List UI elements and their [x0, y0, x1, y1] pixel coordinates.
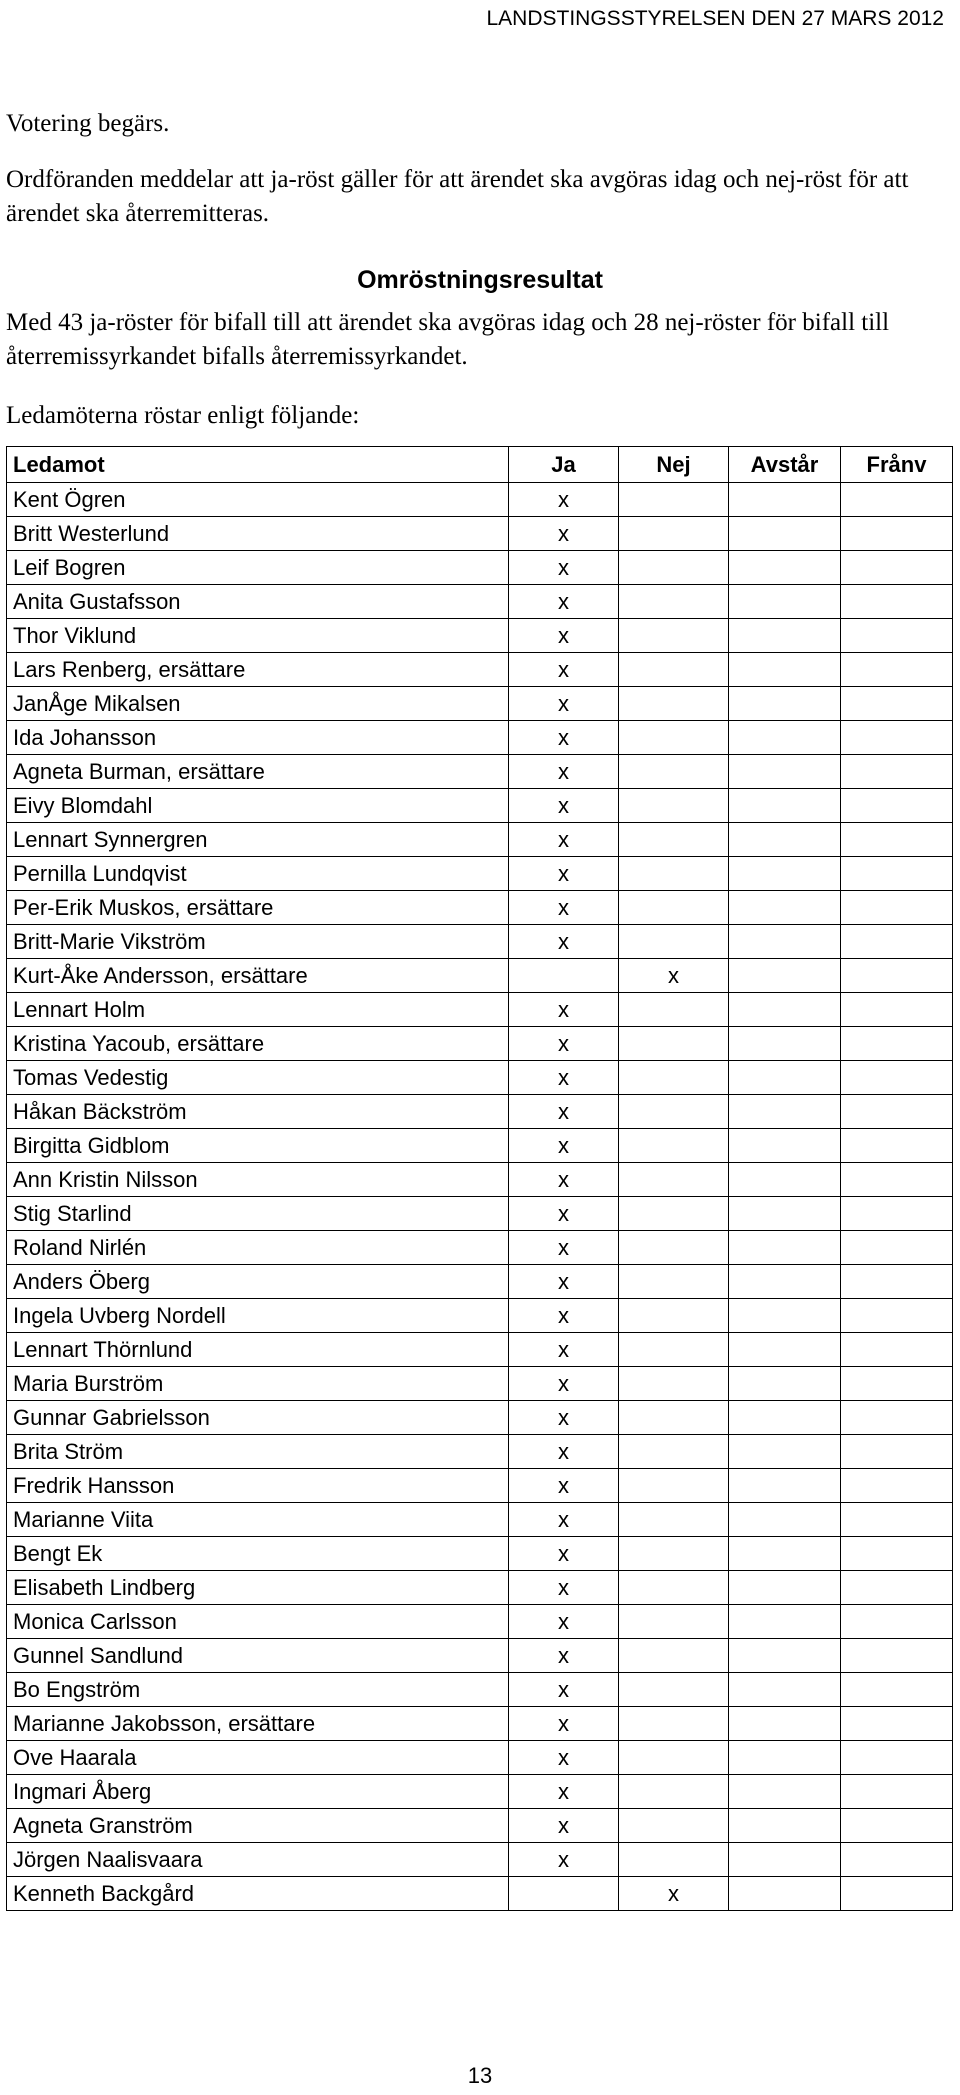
vote-ja-cell: x [509, 1231, 619, 1265]
member-name: Maria Burström [7, 1367, 509, 1401]
vote-nej-cell [619, 993, 729, 1027]
vote-franv-cell [841, 823, 953, 857]
table-row [7, 993, 953, 1027]
vote-nej-cell [619, 857, 729, 891]
table-row [7, 483, 953, 517]
vote-franv-cell [841, 857, 953, 891]
vote-avstar-cell [729, 1061, 841, 1095]
vote-franv-cell [841, 891, 953, 925]
vote-franv-cell [841, 1265, 953, 1299]
vote-avstar-cell [729, 1265, 841, 1299]
vote-avstar-cell [729, 891, 841, 925]
vote-nej-cell [619, 1061, 729, 1095]
vote-avstar-cell [729, 619, 841, 653]
member-name: Anders Öberg [7, 1265, 509, 1299]
vote-ja-cell: x [509, 1163, 619, 1197]
vote-avstar-cell [729, 687, 841, 721]
vote-franv-cell [841, 1707, 953, 1741]
vote-franv-cell [841, 1061, 953, 1095]
vote-avstar-cell [729, 1299, 841, 1333]
table-row [7, 891, 953, 925]
header-ledamot: Ledamot [7, 447, 509, 483]
vote-avstar-cell [729, 1809, 841, 1843]
member-name: Gunnel Sandlund [7, 1639, 509, 1673]
paragraph-ordforanden: Ordföranden meddelar att ja-röst gäller för att ärendet ska avgöras idag och nej-röst för att ärendet ska återremitteras. [6, 166, 909, 227]
vote-nej-cell [619, 517, 729, 551]
vote-ja-cell: x [509, 585, 619, 619]
vote-franv-cell [841, 1299, 953, 1333]
vote-franv-cell [841, 925, 953, 959]
member-name: Ida Johansson [7, 721, 509, 755]
member-name: Lennart Thörnlund [7, 1333, 509, 1367]
vote-ja-cell: x [509, 789, 619, 823]
vote-ja-cell: x [509, 1299, 619, 1333]
table-row [7, 755, 953, 789]
table-row [7, 1843, 953, 1877]
vote-table [6, 446, 953, 1911]
vote-ja-cell: x [509, 1469, 619, 1503]
table-row [7, 1027, 953, 1061]
vote-ja-cell: x [509, 687, 619, 721]
vote-avstar-cell [729, 517, 841, 551]
vote-franv-cell [841, 619, 953, 653]
vote-ja-cell: x [509, 551, 619, 585]
vote-ja-cell: x [509, 1809, 619, 1843]
vote-avstar-cell [729, 1469, 841, 1503]
member-name: Lennart Holm [7, 993, 509, 1027]
vote-avstar-cell [729, 1877, 841, 1911]
member-name: Kristina Yacoub, ersättare [7, 1027, 509, 1061]
vote-nej-cell [619, 687, 729, 721]
vote-nej-cell [619, 1469, 729, 1503]
table-row [7, 619, 953, 653]
vote-nej-cell [619, 1027, 729, 1061]
vote-ja-cell: x [509, 891, 619, 925]
vote-franv-cell [841, 1605, 953, 1639]
vote-ja-cell: x [509, 1333, 619, 1367]
vote-franv-cell [841, 721, 953, 755]
vote-ja-cell: x [509, 1673, 619, 1707]
table-row [7, 959, 953, 993]
table-row [7, 1129, 953, 1163]
vote-nej-cell [619, 551, 729, 585]
table-row [7, 1537, 953, 1571]
vote-avstar-cell [729, 1571, 841, 1605]
vote-franv-cell [841, 789, 953, 823]
vote-franv-cell [841, 483, 953, 517]
vote-nej-cell [619, 1333, 729, 1367]
member-name: Kent Ögren [7, 483, 509, 517]
header-ja: Ja [509, 447, 619, 483]
member-name: Ingela Uvberg Nordell [7, 1299, 509, 1333]
table-row [7, 1231, 953, 1265]
page-header: LANDSTINGSSTYRELSEN DEN 27 MARS 2012 [486, 7, 944, 30]
vote-avstar-cell [729, 755, 841, 789]
vote-franv-cell [841, 1877, 953, 1911]
paragraph-votering: Votering begärs. [6, 110, 170, 137]
vote-nej-cell [619, 1673, 729, 1707]
table-row [7, 517, 953, 551]
vote-nej-cell [619, 823, 729, 857]
vote-ja-cell: x [509, 925, 619, 959]
vote-nej-cell [619, 925, 729, 959]
member-name: Anita Gustafsson [7, 585, 509, 619]
table-row [7, 721, 953, 755]
vote-avstar-cell [729, 1367, 841, 1401]
header-franv: Frånv [841, 447, 953, 483]
vote-franv-cell [841, 1401, 953, 1435]
vote-nej-cell [619, 1639, 729, 1673]
vote-avstar-cell [729, 959, 841, 993]
vote-franv-cell [841, 1843, 953, 1877]
vote-franv-cell [841, 1367, 953, 1401]
vote-franv-cell [841, 1537, 953, 1571]
vote-table-header-row [7, 447, 953, 483]
vote-avstar-cell [729, 789, 841, 823]
vote-avstar-cell [729, 925, 841, 959]
vote-nej-cell [619, 1809, 729, 1843]
table-row [7, 1435, 953, 1469]
member-name: Håkan Bäckström [7, 1095, 509, 1129]
vote-avstar-cell [729, 1231, 841, 1265]
vote-franv-cell [841, 1809, 953, 1843]
member-name: Ove Haarala [7, 1741, 509, 1775]
member-name: Gunnar Gabrielsson [7, 1401, 509, 1435]
vote-nej-cell [619, 1401, 729, 1435]
vote-franv-cell [841, 755, 953, 789]
vote-avstar-cell [729, 1095, 841, 1129]
vote-franv-cell [841, 1163, 953, 1197]
table-row [7, 925, 953, 959]
vote-avstar-cell [729, 1027, 841, 1061]
vote-nej-cell: x [619, 959, 729, 993]
vote-avstar-cell [729, 1537, 841, 1571]
table-row [7, 857, 953, 891]
table-row [7, 789, 953, 823]
vote-ja-cell: x [509, 619, 619, 653]
vote-nej-cell [619, 891, 729, 925]
vote-franv-cell [841, 1129, 953, 1163]
vote-nej-cell [619, 1299, 729, 1333]
vote-avstar-cell [729, 483, 841, 517]
member-name: Britt-Marie Vikström [7, 925, 509, 959]
vote-nej-cell [619, 1503, 729, 1537]
vote-franv-cell [841, 1673, 953, 1707]
member-name: Kenneth Backgård [7, 1877, 509, 1911]
vote-avstar-cell [729, 1741, 841, 1775]
vote-ja-cell: x [509, 1129, 619, 1163]
vote-nej-cell [619, 1367, 729, 1401]
vote-ja-cell: x [509, 1707, 619, 1741]
vote-nej-cell [619, 1843, 729, 1877]
header-nej: Nej [619, 447, 729, 483]
table-row [7, 1707, 953, 1741]
vote-avstar-cell [729, 653, 841, 687]
member-name: Pernilla Lundqvist [7, 857, 509, 891]
vote-franv-cell [841, 687, 953, 721]
member-name: Britt Westerlund [7, 517, 509, 551]
vote-ja-cell: x [509, 1197, 619, 1231]
vote-ja-cell: x [509, 1639, 619, 1673]
vote-ja-cell: x [509, 1095, 619, 1129]
vote-avstar-cell [729, 1129, 841, 1163]
table-row [7, 1673, 953, 1707]
vote-avstar-cell [729, 1401, 841, 1435]
table-row [7, 1571, 953, 1605]
paragraph-intro: Ledamöterna röstar enligt följande: [6, 402, 360, 429]
member-name: Lars Renberg, ersättare [7, 653, 509, 687]
vote-avstar-cell [729, 1775, 841, 1809]
vote-franv-cell [841, 1571, 953, 1605]
vote-ja-cell: x [509, 1775, 619, 1809]
table-row [7, 1197, 953, 1231]
vote-avstar-cell [729, 551, 841, 585]
vote-nej-cell [619, 1605, 729, 1639]
vote-nej-cell [619, 1163, 729, 1197]
table-row [7, 1877, 953, 1911]
vote-nej-cell [619, 1265, 729, 1299]
vote-franv-cell [841, 1469, 953, 1503]
vote-ja-cell: x [509, 857, 619, 891]
vote-avstar-cell [729, 1673, 841, 1707]
member-name: Tomas Vedestig [7, 1061, 509, 1095]
page-number: 13 [467, 2063, 493, 2088]
table-row [7, 1061, 953, 1095]
vote-nej-cell [619, 1537, 729, 1571]
vote-franv-cell [841, 517, 953, 551]
table-row [7, 1265, 953, 1299]
table-row [7, 551, 953, 585]
member-name: Ingmari Åberg [7, 1775, 509, 1809]
vote-franv-cell [841, 1503, 953, 1537]
member-name: Bo Engström [7, 1673, 509, 1707]
vote-ja-cell: x [509, 1265, 619, 1299]
vote-ja-cell: x [509, 1061, 619, 1095]
vote-ja-cell: x [509, 993, 619, 1027]
vote-avstar-cell [729, 1435, 841, 1469]
vote-ja-cell [509, 1877, 619, 1911]
vote-nej-cell: x [619, 1877, 729, 1911]
vote-ja-cell: x [509, 483, 619, 517]
section-heading: Omröstningsresultat [357, 266, 603, 294]
vote-ja-cell [509, 959, 619, 993]
vote-franv-cell [841, 1231, 953, 1265]
table-row [7, 1741, 953, 1775]
vote-franv-cell [841, 653, 953, 687]
table-row [7, 653, 953, 687]
member-name: JanÅge Mikalsen [7, 687, 509, 721]
vote-nej-cell [619, 619, 729, 653]
vote-ja-cell: x [509, 1537, 619, 1571]
vote-franv-cell [841, 1095, 953, 1129]
table-row [7, 585, 953, 619]
vote-nej-cell [619, 721, 729, 755]
table-row [7, 1333, 953, 1367]
vote-franv-cell [841, 1639, 953, 1673]
vote-nej-cell [619, 1129, 729, 1163]
member-name: Fredrik Hansson [7, 1469, 509, 1503]
member-name: Agneta Burman, ersättare [7, 755, 509, 789]
member-name: Leif Bogren [7, 551, 509, 585]
table-row [7, 1503, 953, 1537]
vote-avstar-cell [729, 1843, 841, 1877]
vote-nej-cell [619, 1707, 729, 1741]
table-row [7, 1095, 953, 1129]
vote-franv-cell [841, 585, 953, 619]
table-row [7, 1809, 953, 1843]
vote-nej-cell [619, 653, 729, 687]
vote-nej-cell [619, 483, 729, 517]
table-row [7, 1367, 953, 1401]
header-avstar: Avstår [729, 447, 841, 483]
vote-ja-cell: x [509, 1741, 619, 1775]
vote-nej-cell [619, 1741, 729, 1775]
member-name: Marianne Jakobsson, ersättare [7, 1707, 509, 1741]
vote-avstar-cell [729, 1639, 841, 1673]
vote-franv-cell [841, 1027, 953, 1061]
vote-avstar-cell [729, 993, 841, 1027]
table-row [7, 1401, 953, 1435]
member-name: Eivy Blomdahl [7, 789, 509, 823]
vote-avstar-cell [729, 721, 841, 755]
member-name: Ann Kristin Nilsson [7, 1163, 509, 1197]
vote-nej-cell [619, 1231, 729, 1265]
member-name: Agneta Granström [7, 1809, 509, 1843]
vote-ja-cell: x [509, 1027, 619, 1061]
member-name: Brita Ström [7, 1435, 509, 1469]
vote-ja-cell: x [509, 1605, 619, 1639]
vote-ja-cell: x [509, 1435, 619, 1469]
member-name: Lennart Synnergren [7, 823, 509, 857]
vote-avstar-cell [729, 1503, 841, 1537]
vote-nej-cell [619, 755, 729, 789]
vote-ja-cell: x [509, 1367, 619, 1401]
vote-franv-cell [841, 1197, 953, 1231]
vote-ja-cell: x [509, 721, 619, 755]
vote-avstar-cell [729, 823, 841, 857]
member-name: Bengt Ek [7, 1537, 509, 1571]
vote-avstar-cell [729, 1333, 841, 1367]
member-name: Thor Viklund [7, 619, 509, 653]
vote-ja-cell: x [509, 653, 619, 687]
vote-franv-cell [841, 551, 953, 585]
table-row [7, 823, 953, 857]
vote-avstar-cell [729, 857, 841, 891]
member-name: Kurt-Åke Andersson, ersättare [7, 959, 509, 993]
vote-nej-cell [619, 1435, 729, 1469]
paragraph-result: Med 43 ja-röster för bifall till att ärendet ska avgöras idag och 28 nej-röster för bifall till återremissyrkandet bifalls återremissyrkandet. [6, 309, 890, 370]
table-row [7, 687, 953, 721]
vote-ja-cell: x [509, 1843, 619, 1877]
vote-ja-cell: x [509, 823, 619, 857]
table-row [7, 1299, 953, 1333]
member-name: Elisabeth Lindberg [7, 1571, 509, 1605]
table-row [7, 1775, 953, 1809]
vote-nej-cell [619, 1775, 729, 1809]
member-name: Marianne Viita [7, 1503, 509, 1537]
vote-ja-cell: x [509, 1401, 619, 1435]
member-name: Stig Starlind [7, 1197, 509, 1231]
member-name: Roland Nirlén [7, 1231, 509, 1265]
vote-avstar-cell [729, 1163, 841, 1197]
vote-franv-cell [841, 959, 953, 993]
vote-nej-cell [619, 1095, 729, 1129]
vote-franv-cell [841, 1333, 953, 1367]
vote-avstar-cell [729, 1197, 841, 1231]
member-name: Jörgen Naalisvaara [7, 1843, 509, 1877]
vote-franv-cell [841, 1741, 953, 1775]
table-row [7, 1163, 953, 1197]
vote-ja-cell: x [509, 517, 619, 551]
vote-nej-cell [619, 789, 729, 823]
vote-avstar-cell [729, 1707, 841, 1741]
member-name: Birgitta Gidblom [7, 1129, 509, 1163]
vote-franv-cell [841, 993, 953, 1027]
vote-avstar-cell [729, 1605, 841, 1639]
table-row [7, 1639, 953, 1673]
table-row [7, 1605, 953, 1639]
vote-ja-cell: x [509, 1571, 619, 1605]
vote-franv-cell [841, 1775, 953, 1809]
vote-nej-cell [619, 1197, 729, 1231]
vote-franv-cell [841, 1435, 953, 1469]
table-row [7, 1469, 953, 1503]
vote-ja-cell: x [509, 1503, 619, 1537]
member-name: Per-Erik Muskos, ersättare [7, 891, 509, 925]
vote-nej-cell [619, 1571, 729, 1605]
member-name: Monica Carlsson [7, 1605, 509, 1639]
vote-ja-cell: x [509, 755, 619, 789]
vote-avstar-cell [729, 585, 841, 619]
vote-nej-cell [619, 585, 729, 619]
